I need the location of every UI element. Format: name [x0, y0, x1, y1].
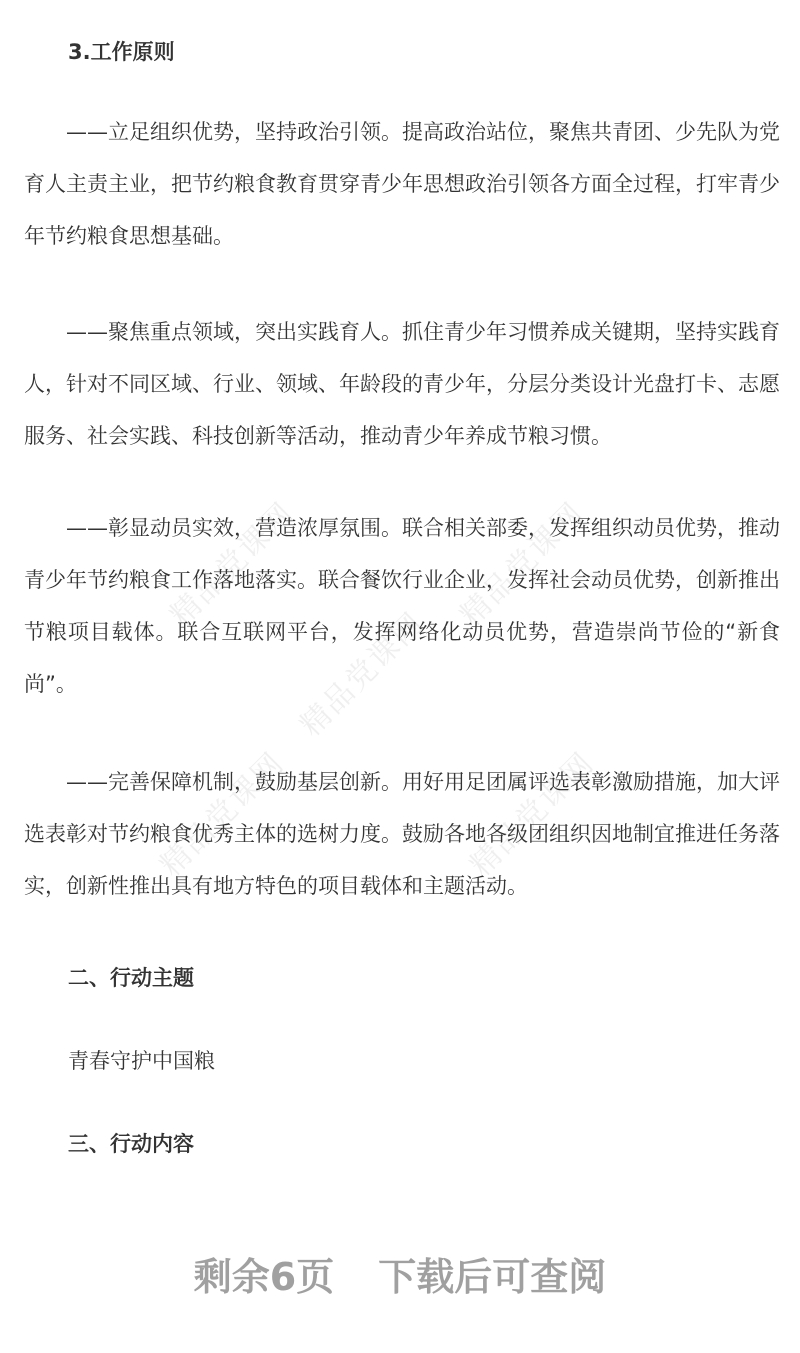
- watermark: 精品党课网: [453, 495, 592, 634]
- principle-paragraph: ——彰显动员实效，营造浓厚氛围。联合相关部委，发挥组织动员优势，推动青少年节约粮食工作落地落实。联合餐饮行业企业，发挥社会动员优势，创新推出节粮项目载体。联合互联网平台，发挥网络化动员优势，营造崇尚节俭的“新食尚”。: [24, 516, 780, 696]
- remaining-pages-label: 剩余6页: [193, 1255, 335, 1299]
- theme-text: 青春守护中国粮: [68, 1049, 215, 1073]
- download-prompt[interactable]: [0, 1246, 800, 1301]
- principle-paragraph: ——立足组织优势，坚持政治引领。提高政治站位，聚焦共青团、少先队为党育人主责主业，把节约粮食教育贯穿青少年思想政治引领各方面全过程，打牢青少年节约粮食思想基础。: [24, 120, 780, 248]
- watermark: 精品党课网: [463, 745, 602, 884]
- section-content-title: 三、行动内容: [68, 1132, 194, 1156]
- watermark: 精品党课网: [163, 495, 302, 634]
- download-label: 下载后可查阅: [378, 1255, 607, 1299]
- section-principles-title: 3.工作原则: [68, 40, 175, 64]
- watermark: 精品党课网: [153, 745, 292, 884]
- principle-paragraph: ——聚焦重点领域，突出实践育人。抓住青少年习惯养成关键期，坚持实践育人，针对不同区域、行业、领域、年龄段的青少年，分层分类设计光盘打卡、志愿服务、社会实践、科技创新等活动，推动青少年养成节粮习惯。: [24, 320, 780, 448]
- section-theme-title: 二、行动主题: [68, 966, 194, 990]
- principle-paragraph: ——完善保障机制，鼓励基层创新。用好用足团属评选表彰激励措施，加大评选表彰对节约粮食优秀主体的选树力度。鼓励各地各级团组织因地制宜推进任务落实，创新性推出具有地方特色的项目载体和主题活动。: [24, 770, 780, 898]
- watermark: 精品党课网: [293, 605, 432, 744]
